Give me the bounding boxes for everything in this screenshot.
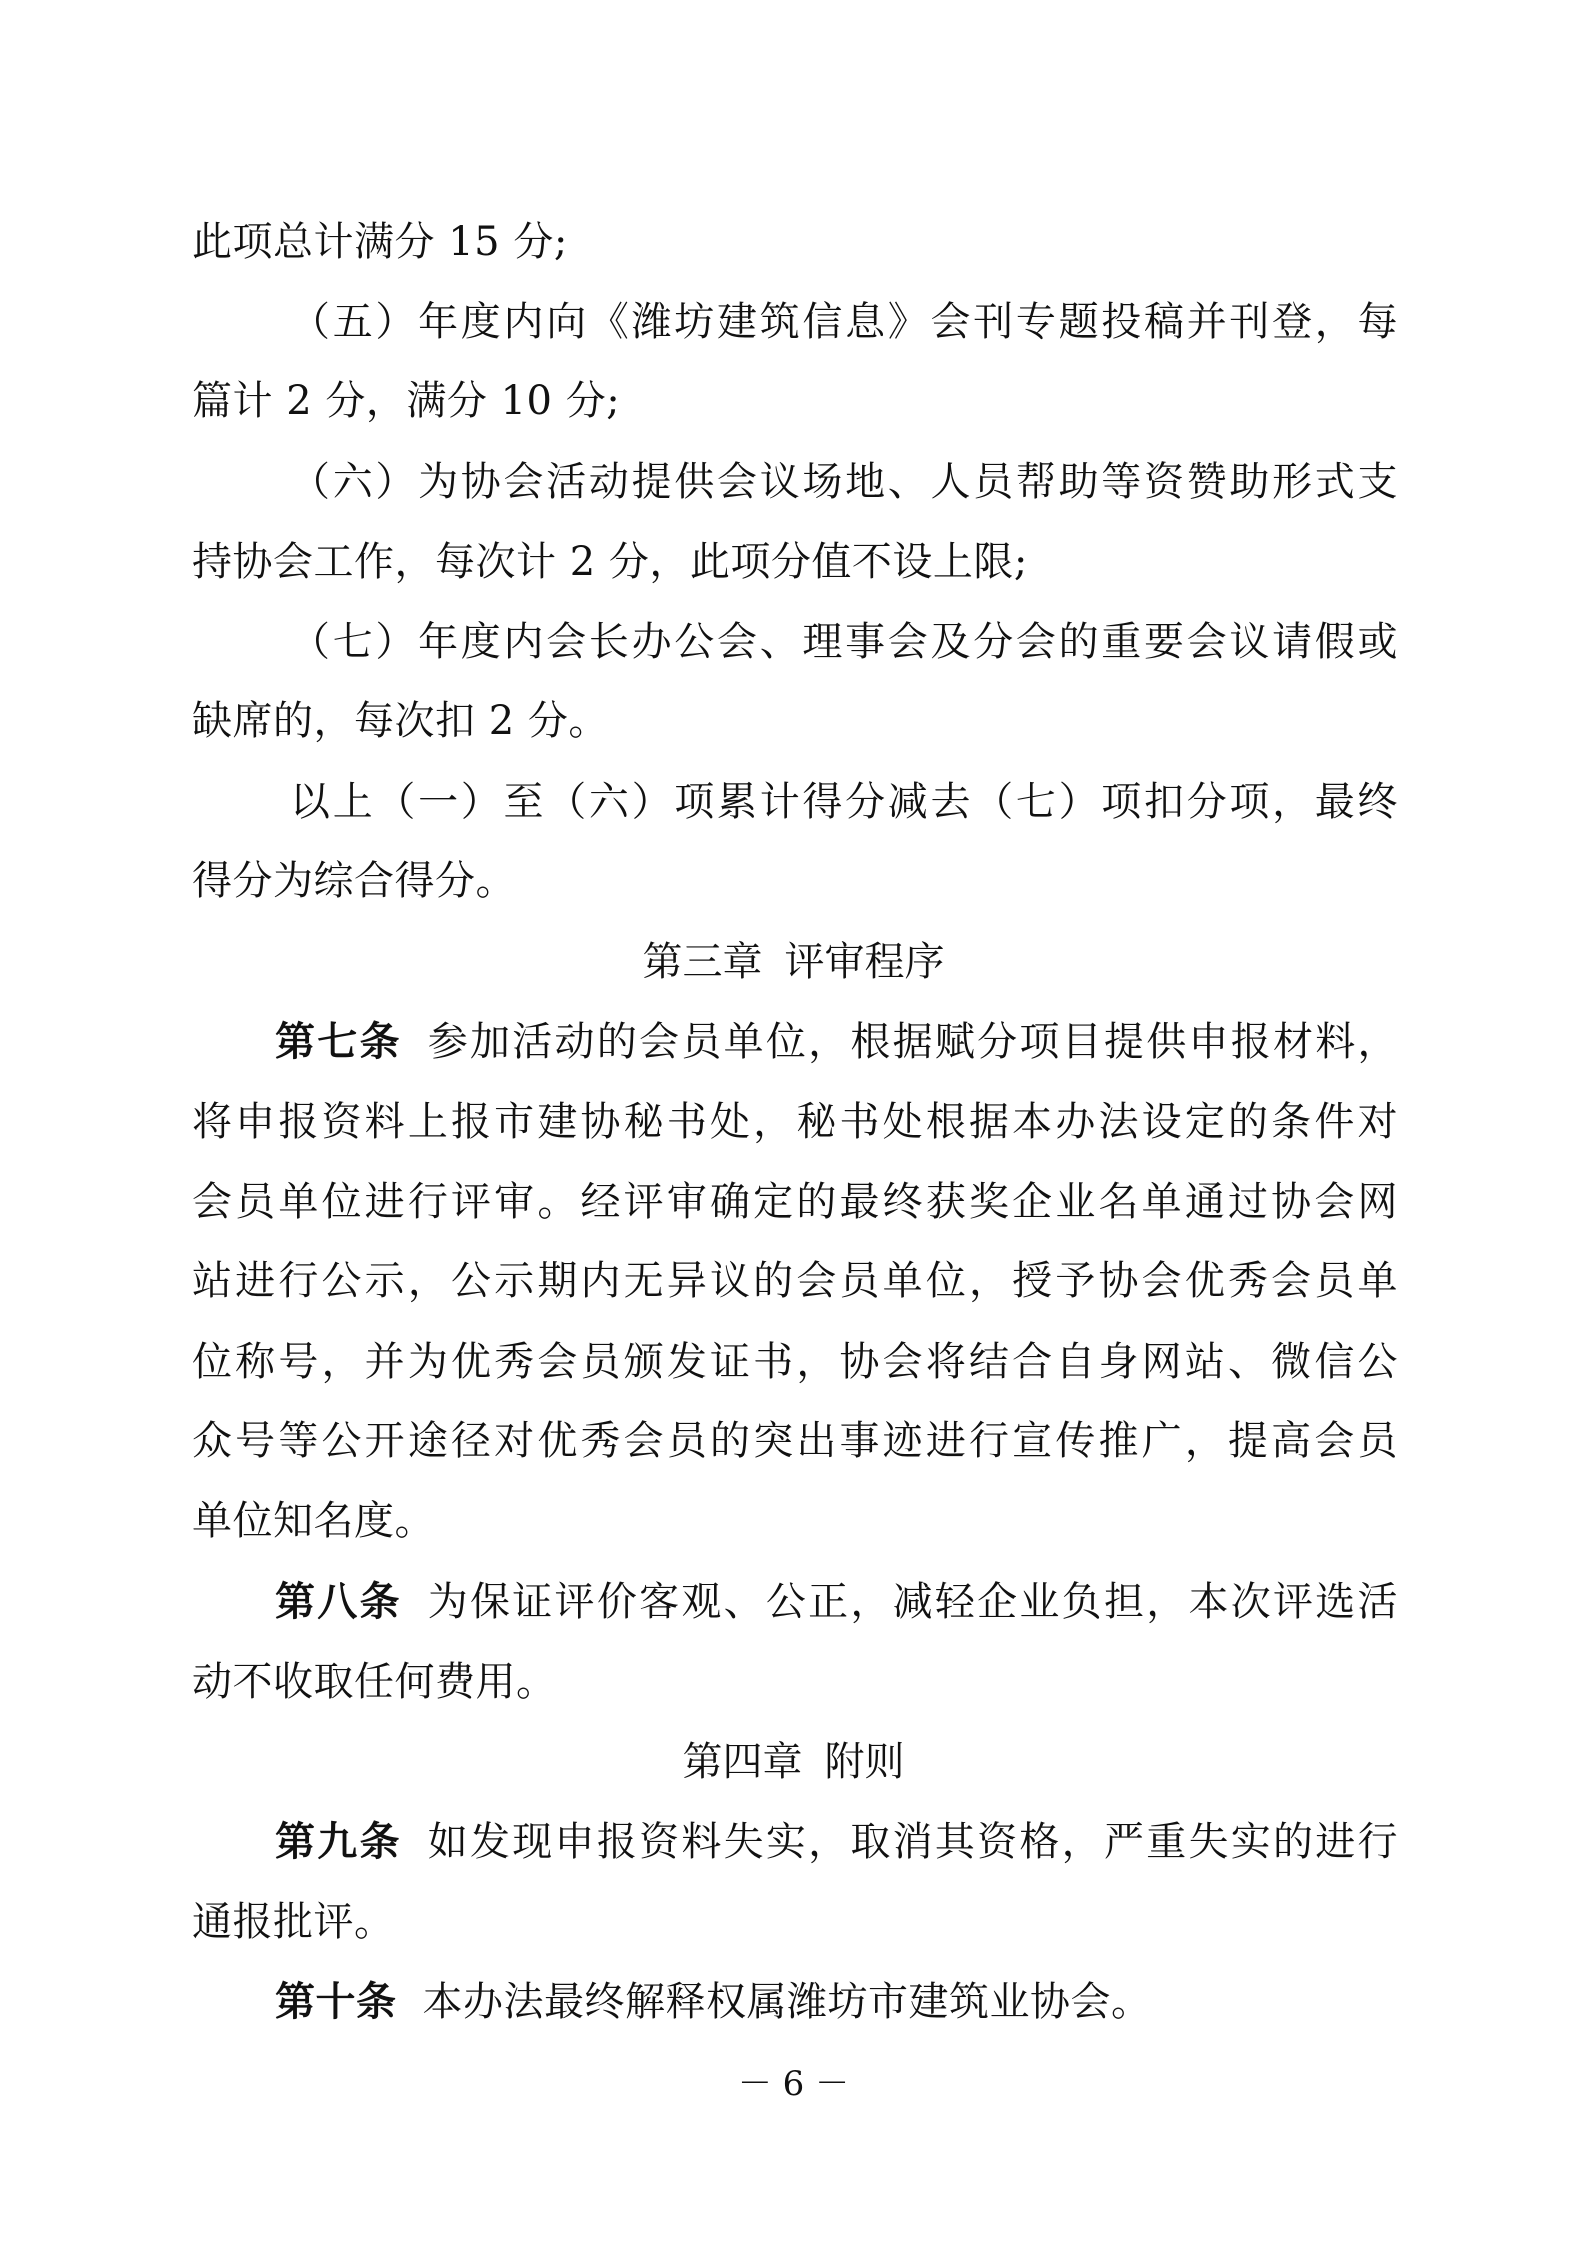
text-line: 此项总计满分 15 分; — [192, 219, 568, 265]
article-text: 为保证评价客观、公正，减轻企业负担，本次评选活 — [427, 1579, 1399, 1625]
text-line: 得分为综合得分。 — [192, 858, 516, 904]
article-9-first-line — [275, 1815, 1398, 1869]
text-line: （六）为协会活动提供会议场地、人员帮助等资赞助形式支 — [290, 459, 1398, 505]
chapter-title: 附则 — [824, 1739, 905, 1785]
chapter-label: 第四章 — [682, 1739, 803, 1785]
text-line: 站进行公示，公示期内无异议的会员单位，授予协会优秀会员单 — [192, 1258, 1398, 1304]
article-label: 第十条 — [275, 1979, 397, 2025]
text-line: 将申报资料上报市建协秘书处，秘书处根据本办法设定的条件对 — [192, 1099, 1398, 1145]
article-text: 参加活动的会员单位，根据赋分项目提供申报材料， — [427, 1019, 1399, 1065]
text-line: 单位知名度。 — [192, 1498, 435, 1544]
chapter-heading-3 — [0, 935, 1587, 989]
text-line: 众号等公开途径对优秀会员的突出事迹进行宣传推广，提高会员 — [192, 1418, 1398, 1464]
chapter-heading-4 — [0, 1735, 1587, 1789]
text-line: 以上（一）至（六）项累计得分减去（七）项扣分项，最终 — [290, 779, 1398, 825]
article-8-first-line — [275, 1575, 1398, 1629]
article-10-line — [275, 1975, 1398, 2029]
text-line: 位称号，并为优秀会员颁发证书，协会将结合自身网站、微信公 — [192, 1339, 1398, 1385]
article-label: 第九条 — [275, 1819, 402, 1865]
text-line: 持协会工作，每次计 2 分，此项分值不设上限; — [192, 539, 1028, 585]
text-line: 会员单位进行评审。经评审确定的最终获奖企业名单通过协会网 — [192, 1179, 1398, 1225]
text-line: 缺席的，每次扣 2 分。 — [192, 698, 609, 744]
chapter-label: 第三章 — [642, 939, 763, 985]
article-label: 第七条 — [275, 1019, 402, 1065]
text-line: 动不收取任何费用。 — [192, 1659, 557, 1705]
article-label: 第八条 — [275, 1579, 402, 1625]
chapter-title: 评审程序 — [784, 939, 945, 985]
text-line: （七）年度内会长办公会、理事会及分会的重要会议请假或 — [290, 619, 1398, 665]
article-text: 如发现申报资料失实，取消其资格，严重失实的进行 — [427, 1819, 1399, 1865]
article-7-first-line — [275, 1015, 1398, 1069]
text-line: 篇计 2 分，满分 10 分; — [192, 378, 621, 424]
text-line: 通报批评。 — [192, 1899, 395, 1945]
page-number: － 6 － — [737, 2064, 850, 2104]
article-text: 本办法最终解释权属潍坊市建筑业协会。 — [422, 1979, 1152, 2025]
text-line: （五）年度内向《潍坊建筑信息》会刊专题投稿并刊登，每 — [290, 299, 1398, 345]
